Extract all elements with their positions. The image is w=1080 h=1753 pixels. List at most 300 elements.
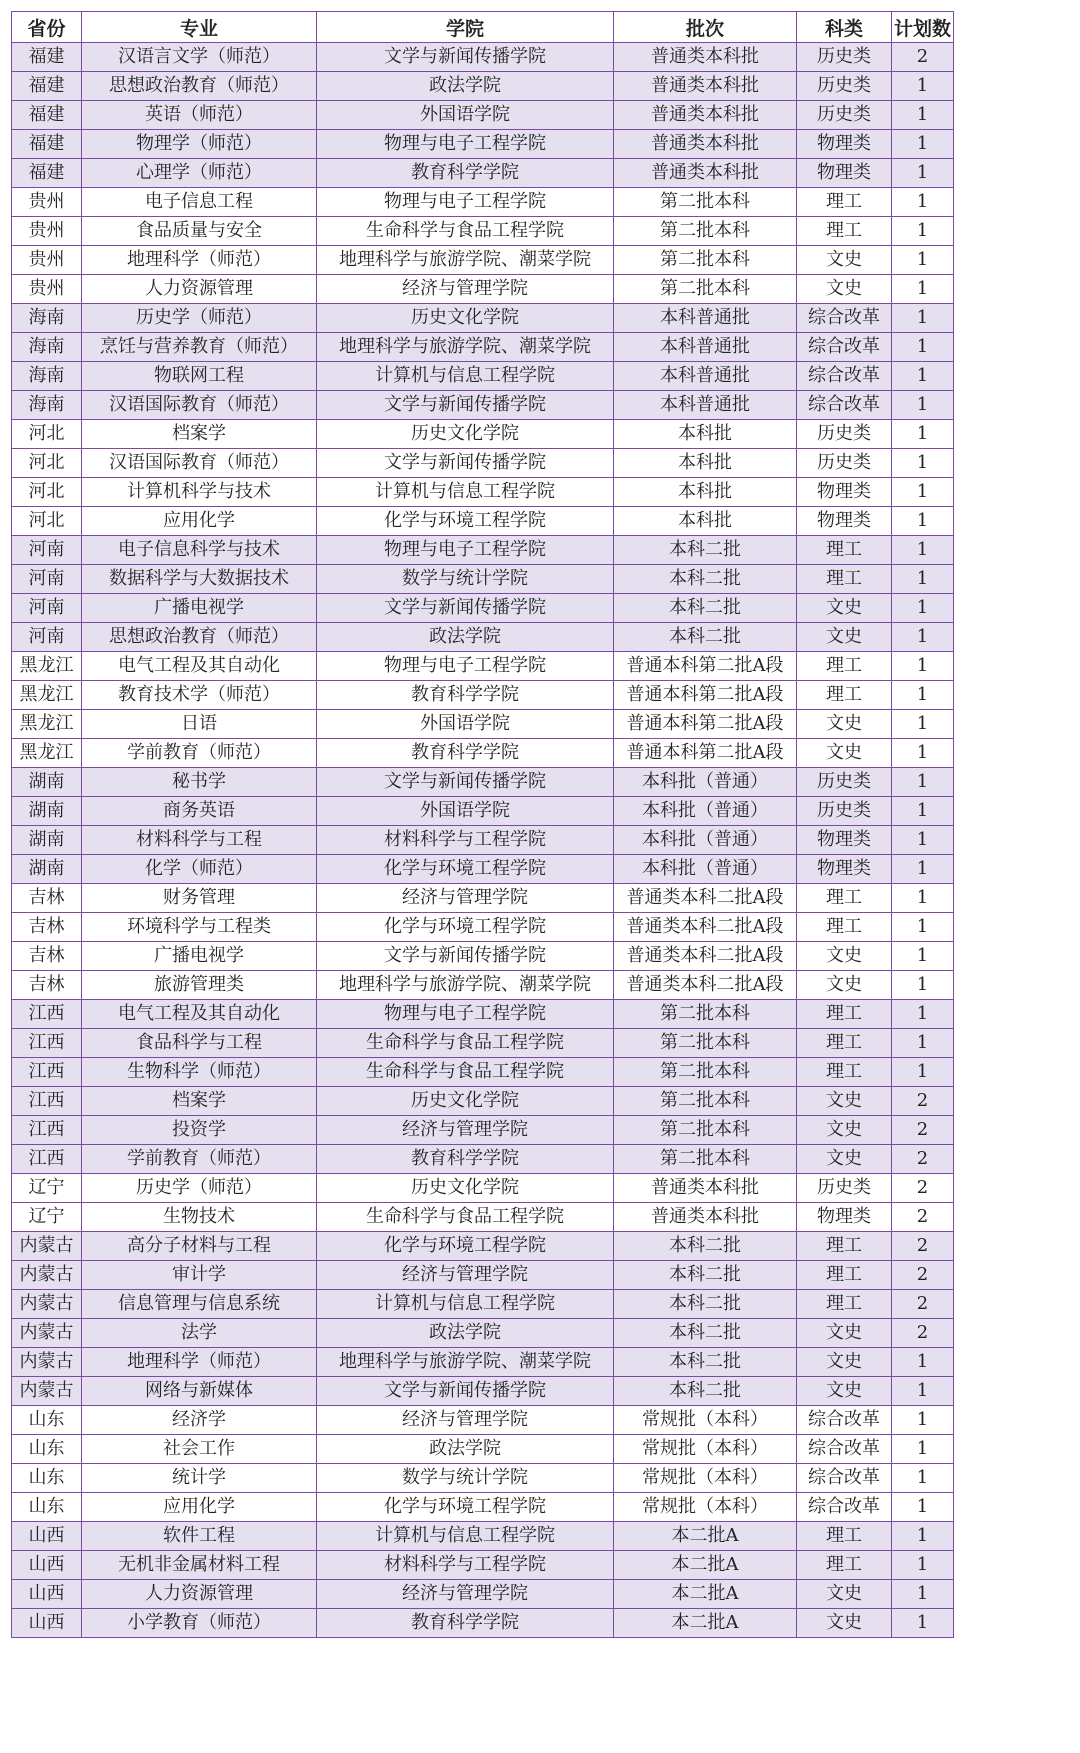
table-row xyxy=(12,536,954,565)
major-cell: 材料科学与工程 xyxy=(82,826,317,855)
table-row xyxy=(12,304,954,333)
batch-cell: 普通类本科二批A段 xyxy=(614,884,797,913)
province-cell: 黑龙江 xyxy=(12,681,82,710)
batch-cell: 本科普通批 xyxy=(614,333,797,362)
category-cell: 文史 xyxy=(797,1377,892,1406)
category-cell: 历史类 xyxy=(797,72,892,101)
batch-cell: 本二批A xyxy=(614,1522,797,1551)
category-cell: 理工 xyxy=(797,652,892,681)
major-cell: 汉语国际教育（师范） xyxy=(82,449,317,478)
province-cell: 山东 xyxy=(12,1493,82,1522)
plan-count-cell: 1 xyxy=(892,304,954,333)
category-cell: 理工 xyxy=(797,565,892,594)
batch-cell: 普通类本科二批A段 xyxy=(614,942,797,971)
batch-cell: 本科二批 xyxy=(614,623,797,652)
plan-count-cell: 1 xyxy=(892,942,954,971)
batch-cell: 第二批本科 xyxy=(614,1058,797,1087)
province-cell: 海南 xyxy=(12,362,82,391)
category-cell: 理工 xyxy=(797,913,892,942)
category-cell: 综合改革 xyxy=(797,1406,892,1435)
batch-cell: 常规批（本科） xyxy=(614,1435,797,1464)
province-cell: 内蒙古 xyxy=(12,1261,82,1290)
table-row xyxy=(12,1493,954,1522)
province-cell: 海南 xyxy=(12,304,82,333)
major-cell: 地理科学（师范） xyxy=(82,246,317,275)
table-row xyxy=(12,1580,954,1609)
plan-count-cell: 1 xyxy=(892,971,954,1000)
table-row xyxy=(12,913,954,942)
batch-cell: 普通类本科二批A段 xyxy=(614,913,797,942)
category-cell: 文史 xyxy=(797,594,892,623)
province-cell: 湖南 xyxy=(12,826,82,855)
college-cell: 地理科学与旅游学院、潮菜学院 xyxy=(317,246,614,275)
category-cell: 文史 xyxy=(797,275,892,304)
province-cell: 山东 xyxy=(12,1464,82,1493)
batch-cell: 第二批本科 xyxy=(614,1087,797,1116)
plan-count-cell: 1 xyxy=(892,1609,954,1638)
plan-count-cell: 1 xyxy=(892,1493,954,1522)
category-cell: 文史 xyxy=(797,1145,892,1174)
table-row xyxy=(12,72,954,101)
college-cell: 历史文化学院 xyxy=(317,304,614,333)
major-cell: 电气工程及其自动化 xyxy=(82,1000,317,1029)
batch-cell: 普通类本科批 xyxy=(614,101,797,130)
batch-cell: 本科二批 xyxy=(614,594,797,623)
batch-cell: 第二批本科 xyxy=(614,1145,797,1174)
table-row xyxy=(12,1058,954,1087)
college-cell: 文学与新闻传播学院 xyxy=(317,768,614,797)
table-row xyxy=(12,188,954,217)
college-cell: 外国语学院 xyxy=(317,710,614,739)
college-cell: 经济与管理学院 xyxy=(317,275,614,304)
plan-count-cell: 1 xyxy=(892,1000,954,1029)
major-cell: 烹饪与营养教育（师范） xyxy=(82,333,317,362)
province-cell: 河南 xyxy=(12,565,82,594)
major-cell: 秘书学 xyxy=(82,768,317,797)
major-cell: 物联网工程 xyxy=(82,362,317,391)
table-row xyxy=(12,652,954,681)
major-cell: 经济学 xyxy=(82,1406,317,1435)
table-row xyxy=(12,1261,954,1290)
plan-count-cell: 1 xyxy=(892,1029,954,1058)
table-row xyxy=(12,362,954,391)
batch-cell: 普通本科第二批A段 xyxy=(614,681,797,710)
plan-count-cell: 1 xyxy=(892,1377,954,1406)
province-cell: 江西 xyxy=(12,1087,82,1116)
batch-cell: 第二批本科 xyxy=(614,275,797,304)
category-cell: 理工 xyxy=(797,1290,892,1319)
plan-count-cell: 1 xyxy=(892,565,954,594)
table-row xyxy=(12,942,954,971)
college-cell: 政法学院 xyxy=(317,72,614,101)
plan-count-cell: 1 xyxy=(892,739,954,768)
plan-count-cell: 1 xyxy=(892,449,954,478)
college-cell: 文学与新闻传播学院 xyxy=(317,43,614,72)
major-cell: 计算机科学与技术 xyxy=(82,478,317,507)
table-row xyxy=(12,1116,954,1145)
category-cell: 理工 xyxy=(797,1000,892,1029)
header-row xyxy=(12,12,954,43)
plan-count-cell: 1 xyxy=(892,1406,954,1435)
plan-count-cell: 1 xyxy=(892,391,954,420)
major-cell: 广播电视学 xyxy=(82,942,317,971)
category-cell: 文史 xyxy=(797,1580,892,1609)
college-cell: 化学与环境工程学院 xyxy=(317,1493,614,1522)
category-cell: 文史 xyxy=(797,1319,892,1348)
table-row xyxy=(12,1232,954,1261)
college-cell: 化学与环境工程学院 xyxy=(317,913,614,942)
category-cell: 综合改革 xyxy=(797,304,892,333)
province-cell: 山西 xyxy=(12,1580,82,1609)
batch-cell: 第二批本科 xyxy=(614,217,797,246)
table-row xyxy=(12,130,954,159)
table-row xyxy=(12,1174,954,1203)
province-cell: 山西 xyxy=(12,1609,82,1638)
college-cell: 外国语学院 xyxy=(317,101,614,130)
plan-count-cell: 1 xyxy=(892,884,954,913)
batch-cell: 本科批 xyxy=(614,507,797,536)
plan-count-cell: 1 xyxy=(892,333,954,362)
major-cell: 思想政治教育（师范） xyxy=(82,623,317,652)
plan-count-cell: 1 xyxy=(892,594,954,623)
plan-count-cell: 1 xyxy=(892,623,954,652)
plan-count-cell: 1 xyxy=(892,768,954,797)
table-row xyxy=(12,1609,954,1638)
major-cell: 生物科学（师范） xyxy=(82,1058,317,1087)
table-row xyxy=(12,391,954,420)
major-cell: 历史学（师范） xyxy=(82,1174,317,1203)
province-cell: 河南 xyxy=(12,536,82,565)
header-category: 科类 xyxy=(797,12,892,43)
major-cell: 环境科学与工程类 xyxy=(82,913,317,942)
header-major: 专业 xyxy=(82,12,317,43)
table-row xyxy=(12,1435,954,1464)
major-cell: 投资学 xyxy=(82,1116,317,1145)
college-cell: 历史文化学院 xyxy=(317,1174,614,1203)
table-row xyxy=(12,565,954,594)
college-cell: 教育科学学院 xyxy=(317,681,614,710)
batch-cell: 第二批本科 xyxy=(614,1000,797,1029)
category-cell: 物理类 xyxy=(797,159,892,188)
major-cell: 审计学 xyxy=(82,1261,317,1290)
province-cell: 贵州 xyxy=(12,275,82,304)
major-cell: 旅游管理类 xyxy=(82,971,317,1000)
table-row xyxy=(12,1087,954,1116)
batch-cell: 第二批本科 xyxy=(614,188,797,217)
batch-cell: 常规批（本科） xyxy=(614,1406,797,1435)
province-cell: 海南 xyxy=(12,333,82,362)
header-province: 省份 xyxy=(12,12,82,43)
college-cell: 文学与新闻传播学院 xyxy=(317,449,614,478)
college-cell: 材料科学与工程学院 xyxy=(317,1551,614,1580)
table-row xyxy=(12,246,954,275)
major-cell: 法学 xyxy=(82,1319,317,1348)
major-cell: 无机非金属材料工程 xyxy=(82,1551,317,1580)
category-cell: 文史 xyxy=(797,971,892,1000)
college-cell: 数学与统计学院 xyxy=(317,565,614,594)
table-row xyxy=(12,159,954,188)
plan-count-cell: 1 xyxy=(892,159,954,188)
table-row xyxy=(12,217,954,246)
college-cell: 物理与电子工程学院 xyxy=(317,1000,614,1029)
category-cell: 理工 xyxy=(797,1029,892,1058)
major-cell: 物理学（师范） xyxy=(82,130,317,159)
table-row xyxy=(12,623,954,652)
batch-cell: 普通类本科二批A段 xyxy=(614,971,797,1000)
category-cell: 文史 xyxy=(797,942,892,971)
college-cell: 政法学院 xyxy=(317,1319,614,1348)
province-cell: 辽宁 xyxy=(12,1174,82,1203)
category-cell: 文史 xyxy=(797,710,892,739)
province-cell: 江西 xyxy=(12,1000,82,1029)
province-cell: 贵州 xyxy=(12,246,82,275)
college-cell: 化学与环境工程学院 xyxy=(317,855,614,884)
batch-cell: 普通类本科批 xyxy=(614,159,797,188)
category-cell: 历史类 xyxy=(797,797,892,826)
college-cell: 生命科学与食品工程学院 xyxy=(317,217,614,246)
major-cell: 生物技术 xyxy=(82,1203,317,1232)
major-cell: 历史学（师范） xyxy=(82,304,317,333)
table-row xyxy=(12,1551,954,1580)
major-cell: 高分子材料与工程 xyxy=(82,1232,317,1261)
major-cell: 人力资源管理 xyxy=(82,1580,317,1609)
college-cell: 地理科学与旅游学院、潮菜学院 xyxy=(317,1348,614,1377)
major-cell: 财务管理 xyxy=(82,884,317,913)
province-cell: 河南 xyxy=(12,623,82,652)
table-row xyxy=(12,101,954,130)
category-cell: 历史类 xyxy=(797,420,892,449)
table-row xyxy=(12,275,954,304)
table-row xyxy=(12,1377,954,1406)
college-cell: 经济与管理学院 xyxy=(317,1116,614,1145)
table-row xyxy=(12,1348,954,1377)
plan-count-cell: 1 xyxy=(892,1435,954,1464)
college-cell: 化学与环境工程学院 xyxy=(317,507,614,536)
batch-cell: 本科普通批 xyxy=(614,304,797,333)
college-cell: 计算机与信息工程学院 xyxy=(317,1290,614,1319)
batch-cell: 本科批（普通） xyxy=(614,797,797,826)
province-cell: 山西 xyxy=(12,1522,82,1551)
college-cell: 材料科学与工程学院 xyxy=(317,826,614,855)
batch-cell: 普通类本科批 xyxy=(614,130,797,159)
plan-count-cell: 1 xyxy=(892,420,954,449)
batch-cell: 普通本科第二批A段 xyxy=(614,739,797,768)
batch-cell: 常规批（本科） xyxy=(614,1464,797,1493)
table-row xyxy=(12,478,954,507)
province-cell: 内蒙古 xyxy=(12,1232,82,1261)
plan-count-cell: 1 xyxy=(892,681,954,710)
plan-count-cell: 1 xyxy=(892,710,954,739)
plan-count-cell: 2 xyxy=(892,1174,954,1203)
plan-count-cell: 1 xyxy=(892,1058,954,1087)
major-cell: 食品科学与工程 xyxy=(82,1029,317,1058)
province-cell: 辽宁 xyxy=(12,1203,82,1232)
plan-count-cell: 1 xyxy=(892,1551,954,1580)
category-cell: 文史 xyxy=(797,739,892,768)
category-cell: 物理类 xyxy=(797,855,892,884)
major-cell: 电子信息科学与技术 xyxy=(82,536,317,565)
batch-cell: 本科批 xyxy=(614,420,797,449)
header-plan-count: 计划数 xyxy=(892,12,954,43)
category-cell: 文史 xyxy=(797,1348,892,1377)
category-cell: 历史类 xyxy=(797,1174,892,1203)
batch-cell: 普通本科第二批A段 xyxy=(614,710,797,739)
category-cell: 物理类 xyxy=(797,826,892,855)
province-cell: 贵州 xyxy=(12,188,82,217)
major-cell: 广播电视学 xyxy=(82,594,317,623)
header-college: 学院 xyxy=(317,12,614,43)
table-row xyxy=(12,710,954,739)
province-cell: 山东 xyxy=(12,1406,82,1435)
table-row xyxy=(12,826,954,855)
plan-count-cell: 1 xyxy=(892,507,954,536)
province-cell: 吉林 xyxy=(12,884,82,913)
batch-cell: 本二批A xyxy=(614,1580,797,1609)
province-cell: 吉林 xyxy=(12,971,82,1000)
batch-cell: 常规批（本科） xyxy=(614,1493,797,1522)
major-cell: 学前教育（师范） xyxy=(82,1145,317,1174)
plan-count-cell: 2 xyxy=(892,1261,954,1290)
table-row xyxy=(12,43,954,72)
province-cell: 吉林 xyxy=(12,913,82,942)
college-cell: 计算机与信息工程学院 xyxy=(317,362,614,391)
college-cell: 外国语学院 xyxy=(317,797,614,826)
major-cell: 商务英语 xyxy=(82,797,317,826)
table-row xyxy=(12,797,954,826)
batch-cell: 普通类本科批 xyxy=(614,43,797,72)
category-cell: 理工 xyxy=(797,1522,892,1551)
plan-count-cell: 2 xyxy=(892,1145,954,1174)
plan-count-cell: 1 xyxy=(892,797,954,826)
table-body xyxy=(12,43,954,1638)
college-cell: 生命科学与食品工程学院 xyxy=(317,1029,614,1058)
plan-count-cell: 1 xyxy=(892,1522,954,1551)
header-batch: 批次 xyxy=(614,12,797,43)
college-cell: 物理与电子工程学院 xyxy=(317,130,614,159)
major-cell: 化学（师范） xyxy=(82,855,317,884)
batch-cell: 本科批 xyxy=(614,478,797,507)
college-cell: 文学与新闻传播学院 xyxy=(317,391,614,420)
college-cell: 数学与统计学院 xyxy=(317,1464,614,1493)
batch-cell: 本科二批 xyxy=(614,1261,797,1290)
major-cell: 汉语言文学（师范） xyxy=(82,43,317,72)
table-row xyxy=(12,681,954,710)
batch-cell: 本科批（普通） xyxy=(614,768,797,797)
plan-count-cell: 1 xyxy=(892,217,954,246)
plan-count-cell: 2 xyxy=(892,1290,954,1319)
category-cell: 理工 xyxy=(797,188,892,217)
province-cell: 河北 xyxy=(12,507,82,536)
batch-cell: 本科二批 xyxy=(614,1290,797,1319)
category-cell: 历史类 xyxy=(797,768,892,797)
college-cell: 生命科学与食品工程学院 xyxy=(317,1058,614,1087)
major-cell: 信息管理与信息系统 xyxy=(82,1290,317,1319)
college-cell: 经济与管理学院 xyxy=(317,884,614,913)
plan-count-cell: 2 xyxy=(892,1087,954,1116)
plan-count-cell: 1 xyxy=(892,72,954,101)
plan-count-cell: 2 xyxy=(892,1203,954,1232)
category-cell: 文史 xyxy=(797,1609,892,1638)
major-cell: 食品质量与安全 xyxy=(82,217,317,246)
category-cell: 理工 xyxy=(797,1551,892,1580)
category-cell: 理工 xyxy=(797,884,892,913)
major-cell: 应用化学 xyxy=(82,1493,317,1522)
batch-cell: 本科普通批 xyxy=(614,391,797,420)
college-cell: 文学与新闻传播学院 xyxy=(317,1377,614,1406)
province-cell: 河北 xyxy=(12,449,82,478)
category-cell: 物理类 xyxy=(797,507,892,536)
plan-count-cell: 1 xyxy=(892,536,954,565)
province-cell: 福建 xyxy=(12,43,82,72)
batch-cell: 本科普通批 xyxy=(614,362,797,391)
major-cell: 学前教育（师范） xyxy=(82,739,317,768)
plan-count-cell: 1 xyxy=(892,1580,954,1609)
province-cell: 福建 xyxy=(12,130,82,159)
province-cell: 福建 xyxy=(12,101,82,130)
table-row xyxy=(12,855,954,884)
table-row xyxy=(12,1522,954,1551)
category-cell: 综合改革 xyxy=(797,391,892,420)
province-cell: 江西 xyxy=(12,1029,82,1058)
category-cell: 文史 xyxy=(797,246,892,275)
college-cell: 文学与新闻传播学院 xyxy=(317,942,614,971)
major-cell: 统计学 xyxy=(82,1464,317,1493)
major-cell: 英语（师范） xyxy=(82,101,317,130)
plan-count-cell: 2 xyxy=(892,1116,954,1145)
college-cell: 计算机与信息工程学院 xyxy=(317,1522,614,1551)
plan-count-cell: 1 xyxy=(892,478,954,507)
plan-count-cell: 1 xyxy=(892,826,954,855)
batch-cell: 普通类本科批 xyxy=(614,1174,797,1203)
category-cell: 理工 xyxy=(797,217,892,246)
batch-cell: 本科二批 xyxy=(614,1232,797,1261)
batch-cell: 本科批（普通） xyxy=(614,826,797,855)
college-cell: 计算机与信息工程学院 xyxy=(317,478,614,507)
plan-count-cell: 1 xyxy=(892,1464,954,1493)
category-cell: 历史类 xyxy=(797,101,892,130)
college-cell: 物理与电子工程学院 xyxy=(317,536,614,565)
table-row xyxy=(12,1319,954,1348)
major-cell: 电气工程及其自动化 xyxy=(82,652,317,681)
table-row xyxy=(12,1029,954,1058)
batch-cell: 普通类本科批 xyxy=(614,1203,797,1232)
table-row xyxy=(12,333,954,362)
college-cell: 历史文化学院 xyxy=(317,420,614,449)
batch-cell: 本二批A xyxy=(614,1551,797,1580)
province-cell: 内蒙古 xyxy=(12,1319,82,1348)
table-row xyxy=(12,971,954,1000)
province-cell: 内蒙古 xyxy=(12,1377,82,1406)
province-cell: 黑龙江 xyxy=(12,739,82,768)
major-cell: 社会工作 xyxy=(82,1435,317,1464)
category-cell: 历史类 xyxy=(797,449,892,478)
major-cell: 小学教育（师范） xyxy=(82,1609,317,1638)
batch-cell: 本科批 xyxy=(614,449,797,478)
plan-count-cell: 1 xyxy=(892,275,954,304)
college-cell: 教育科学学院 xyxy=(317,159,614,188)
major-cell: 应用化学 xyxy=(82,507,317,536)
plan-count-cell: 2 xyxy=(892,43,954,72)
batch-cell: 第二批本科 xyxy=(614,246,797,275)
category-cell: 文史 xyxy=(797,623,892,652)
table-row xyxy=(12,1000,954,1029)
category-cell: 文史 xyxy=(797,1087,892,1116)
province-cell: 河南 xyxy=(12,594,82,623)
batch-cell: 本科二批 xyxy=(614,1377,797,1406)
page xyxy=(11,11,954,1638)
batch-cell: 本科二批 xyxy=(614,536,797,565)
plan-count-cell: 1 xyxy=(892,913,954,942)
